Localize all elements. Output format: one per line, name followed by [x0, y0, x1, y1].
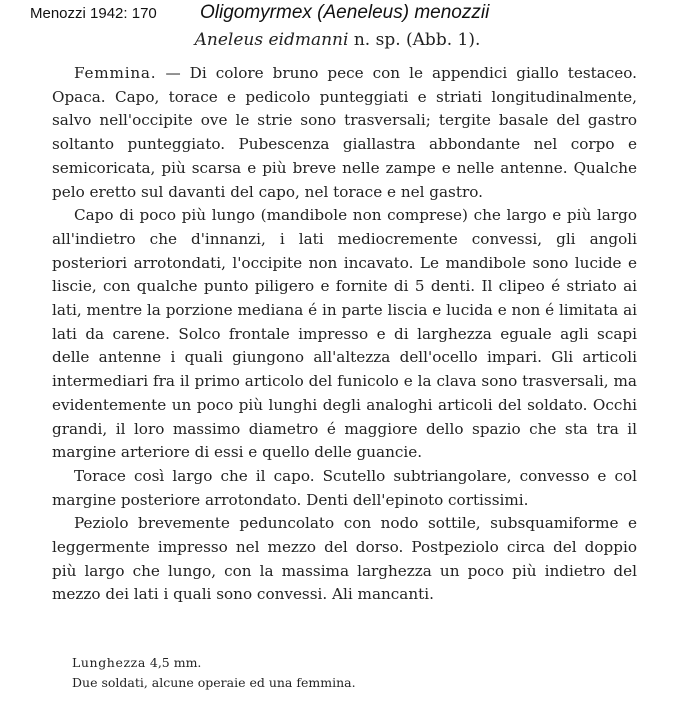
description-body	[52, 62, 637, 607]
taxon-title: Oligomyrmex (Aeneleus) menozzii	[200, 2, 490, 23]
paragraph-text: — Di colore bruno pece con le appendici giallo testaceo. Opaca. Capo, torace e pedicolo punteggiati e striati longitudinalmente, salvo nell'occipite ove le strie sono trasversali; tergite basale del gastro soltanto punteggiato. Pubescenza giallastra abbondante nel corpo e semicoricata, più scarsa e più breve nelle zampe e nelle antenne. Qualche pelo eretto sul davanti del capo, nel torace e nel gastro.	[52, 64, 637, 201]
length-value: 4,5 mm.	[145, 655, 202, 670]
paragraph-thorax: Torace così largo che il capo. Scutello subtriangolare, convesso e col margine posteriore arrotondato. Denti dell'epinoto cortissimi.	[52, 466, 637, 509]
footer-notes	[72, 653, 356, 693]
length-line	[72, 653, 356, 673]
paragraph-head: Capo di poco più lungo (mandibole non comprese) che largo e più largo all'indietro che d'innanzi, i lati mediocremente convessi, gli angoli posteriori arrotondati, l'occipite non incavato. Le mandibole sono lucide e liscie, con qualche punto piligero e fornite di 5 denti. Il clipeo é striato ai lati, mentre la porzione mediana é in parte liscia e lucida e non é limitata ai lati da carene. Solco frontale impresso e di larghezza eguale agli scapi delle antenne i quali giungono all'altezza dell'ocello impari. Gli articoli intermediari fra il primo articolo del funicolo e la clava sono trasversali, ma evidentemente un poco più lunghi degli analoghi articoli del soldato. Occhi grandi, il loro massimo diametro é maggiore dello spazio che sta tra il margine arteriore di essi e quello delle guancie.	[52, 206, 637, 462]
material-line: Due soldati, alcune operaie ed una femmina.	[72, 675, 356, 690]
paragraph-petiole: Peziolo brevemente peduncolato con nodo sottile, subsquamiforme e leggermente impresso nel mezzo del dorso. Postpeziolo circa del doppio più largo che lungo, con la massima larghezza un poco più indietro del mezzo dei lati i quali sono convessi. Ali mancanti.	[52, 514, 637, 604]
paragraph-coloration	[52, 62, 637, 204]
paragraph-lead: Femmina.	[74, 64, 157, 82]
species-heading	[0, 30, 675, 50]
length-label: Lunghezza	[72, 655, 146, 670]
citation-reference: Menozzi 1942: 170	[30, 5, 157, 22]
species-suffix: n. sp. (Abb. 1).	[348, 30, 481, 50]
species-name: Aneleus eidmanni	[194, 30, 349, 50]
